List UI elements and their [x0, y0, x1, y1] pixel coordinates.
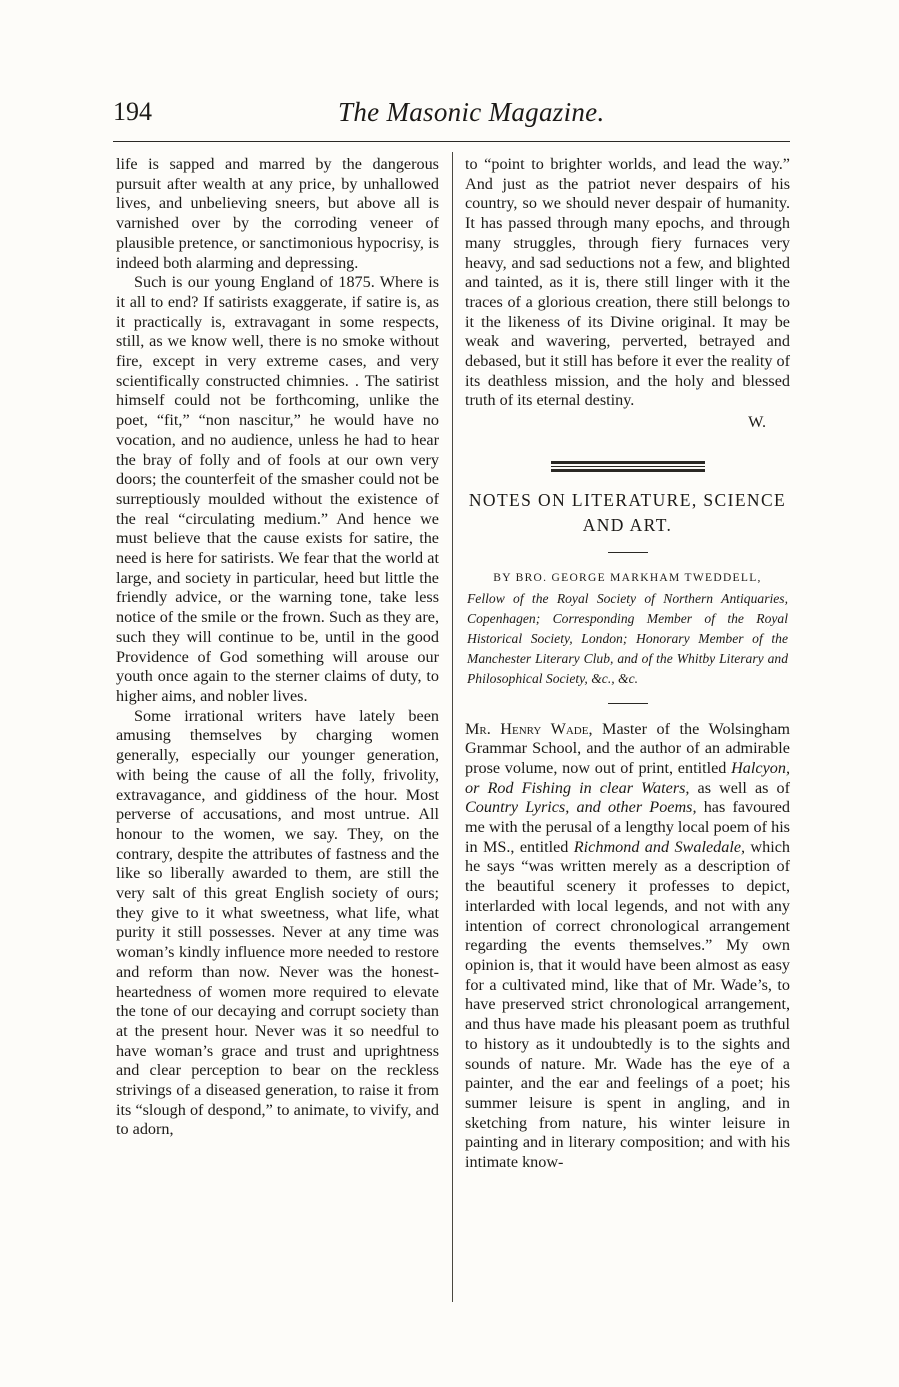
page-number: 194 — [113, 97, 152, 126]
author-signature: W. — [748, 413, 766, 432]
notes-title-richmond: Richmond and Swaledale, — [573, 837, 746, 856]
short-rule-bottom — [608, 703, 648, 704]
notes-text-3: has favoured me with the perusal of a lengthy local poem of his in MS., entitled — [465, 798, 790, 856]
header-rule — [113, 141, 790, 142]
section-title — [465, 488, 790, 538]
running-title: The Masonic Magazine. — [338, 97, 605, 127]
left-paragraph-2: Such is our young England of 1875. Where is it all to end? If satirists exaggerate, if satire is, as it practically is, extravagant in some respects, still, as we know well, there is no smoke without fire, except in very extreme cases, and very scientifically constructed chimnies. . The satirist himself could not be forthcoming, unlike the poet, “fit,” “non nascitur,” he would have no vocation, and no audience, unless he had to hear the bray of folly and of fools at our own very doors; the counterfeit of the smasher could not be surreptiously moulded without the existence of the real “circulating medium.” And hence we must believe that the cause exists for satire, the need is here for satirists. We fear that the world at large, and society in particular, heed but little the friendly advice, or the warning tone, take less notice of the smile or the frown. Such as they are, such they will continue to be, until in the good Providence of God something will arouse our youth once again to the sterner claims of duty, to higher aims, and nobler lives. — [116, 273, 439, 705]
notes-text-1: Master of the Wolsingham Grammar School, and the author of an admirable prose volume, now out of print, entitled — [465, 719, 790, 777]
author-affiliation: Fellow of the Royal Society of Northern Antiquaries, Copenhagen; Corresponding Member of the Royal Historical Society, London; Honorary Member of the Manchester Literary Club, and of the Whitby Literary and Philosophical Society, &c., &c. — [467, 590, 788, 686]
short-rule-top — [608, 552, 648, 553]
notes-text-2: as well as of — [689, 778, 790, 797]
left-paragraph-3: Some irrational writers have lately been amusing themselves by charging women generally, especially our younger generation, with being the cause of all the folly, frivolity, extravagance, and giddiness of the hour. Most perverse of accusations, and most untrue. All honour to the women, we say. They, on the contrary, despite the attributes of fastness and the like so liberally awarded to them, are still the very salt of this great English society of ours; they give to it what sweetness, what life, what purity it still possesses. Never at any time was woman’s kindly influence more needed to restore and reform than now. Never was the honest-heartedness of women more required to elevate the tone of our decaying and corrupt society than at the present hour. Never was it so needful to have woman’s grace and trust and uprightness and clear perception to bear on the reckless strivings of a diseased generation, to raise it from its “slough of despond,” to animate, to vivify, and to adorn, — [116, 706, 439, 1139]
notes-title-halcyon: Halcyon, or Rod Fishing in clear Waters, — [465, 758, 790, 797]
section-title-line-1: NOTES ON LITERATURE, SCIENCE — [468, 489, 787, 510]
left-column — [116, 155, 439, 1140]
section-title-line-2: AND ART. — [582, 514, 673, 535]
notes-body-paragraph — [465, 720, 790, 1173]
left-paragraph-1: life is sapped and marred by the dangerous pursuit after wealth at any price, by unhallowed lives, and unbelieving sneers, but above all is varnished over by the corroding veneer of plausible pretence, or sanctimonious hypocrisy, is indeed both alarming and depressing. — [116, 155, 439, 272]
notes-lead-name: Mr. Henry Wade, — [465, 719, 593, 738]
column-divider — [452, 152, 453, 1302]
notes-title-country-lyrics: Country Lyrics, and other Poems, — [465, 798, 697, 817]
right-column — [465, 155, 790, 1173]
notes-text-4: which he says “was written merely as a description of the beautiful scenery it professes to depict, interlarded with local legends, and not with any intention of correct chronological arrangement regarding the events themselves.” My own opinion is, that it would have been almost as easy for a cultivated mind, like that of Mr. Wade’s, to have preserved strict chronological arrangement, and thus have made his pleasant poem as truthful to history as it undoubtedly is to the sights and sounds of nature. Mr. Wade has the eye of a painter, and the ear and feelings of a poet; his summer leisure is spent in angling, and in sketching from nature, his winter leisure in painting and in literary composition; and with his intimate know- — [465, 837, 790, 1172]
section-ornament-rule — [551, 461, 705, 472]
right-paragraph-1: to “point to brighter worlds, and lead the way.” And just as the patriot never despairs of his country, so we should never despair of humanity. It has passed through many epochs, and through many struggles, through fiery furnaces very heavy, and sad seductions not a few, and blighted and tainted, as it is, there still linger with it the traces of a glorious creation, there still belongs to it the likeness of its Divine original. It may be weak and wavering, perverted, betrayed and debased, but it still has before it ever the reality of its deathless mission, and the holy and blessed truth of its eternal destiny. — [465, 155, 790, 410]
byline: BY BRO. GEORGE MARKHAM TWEDDELL, — [493, 571, 762, 584]
